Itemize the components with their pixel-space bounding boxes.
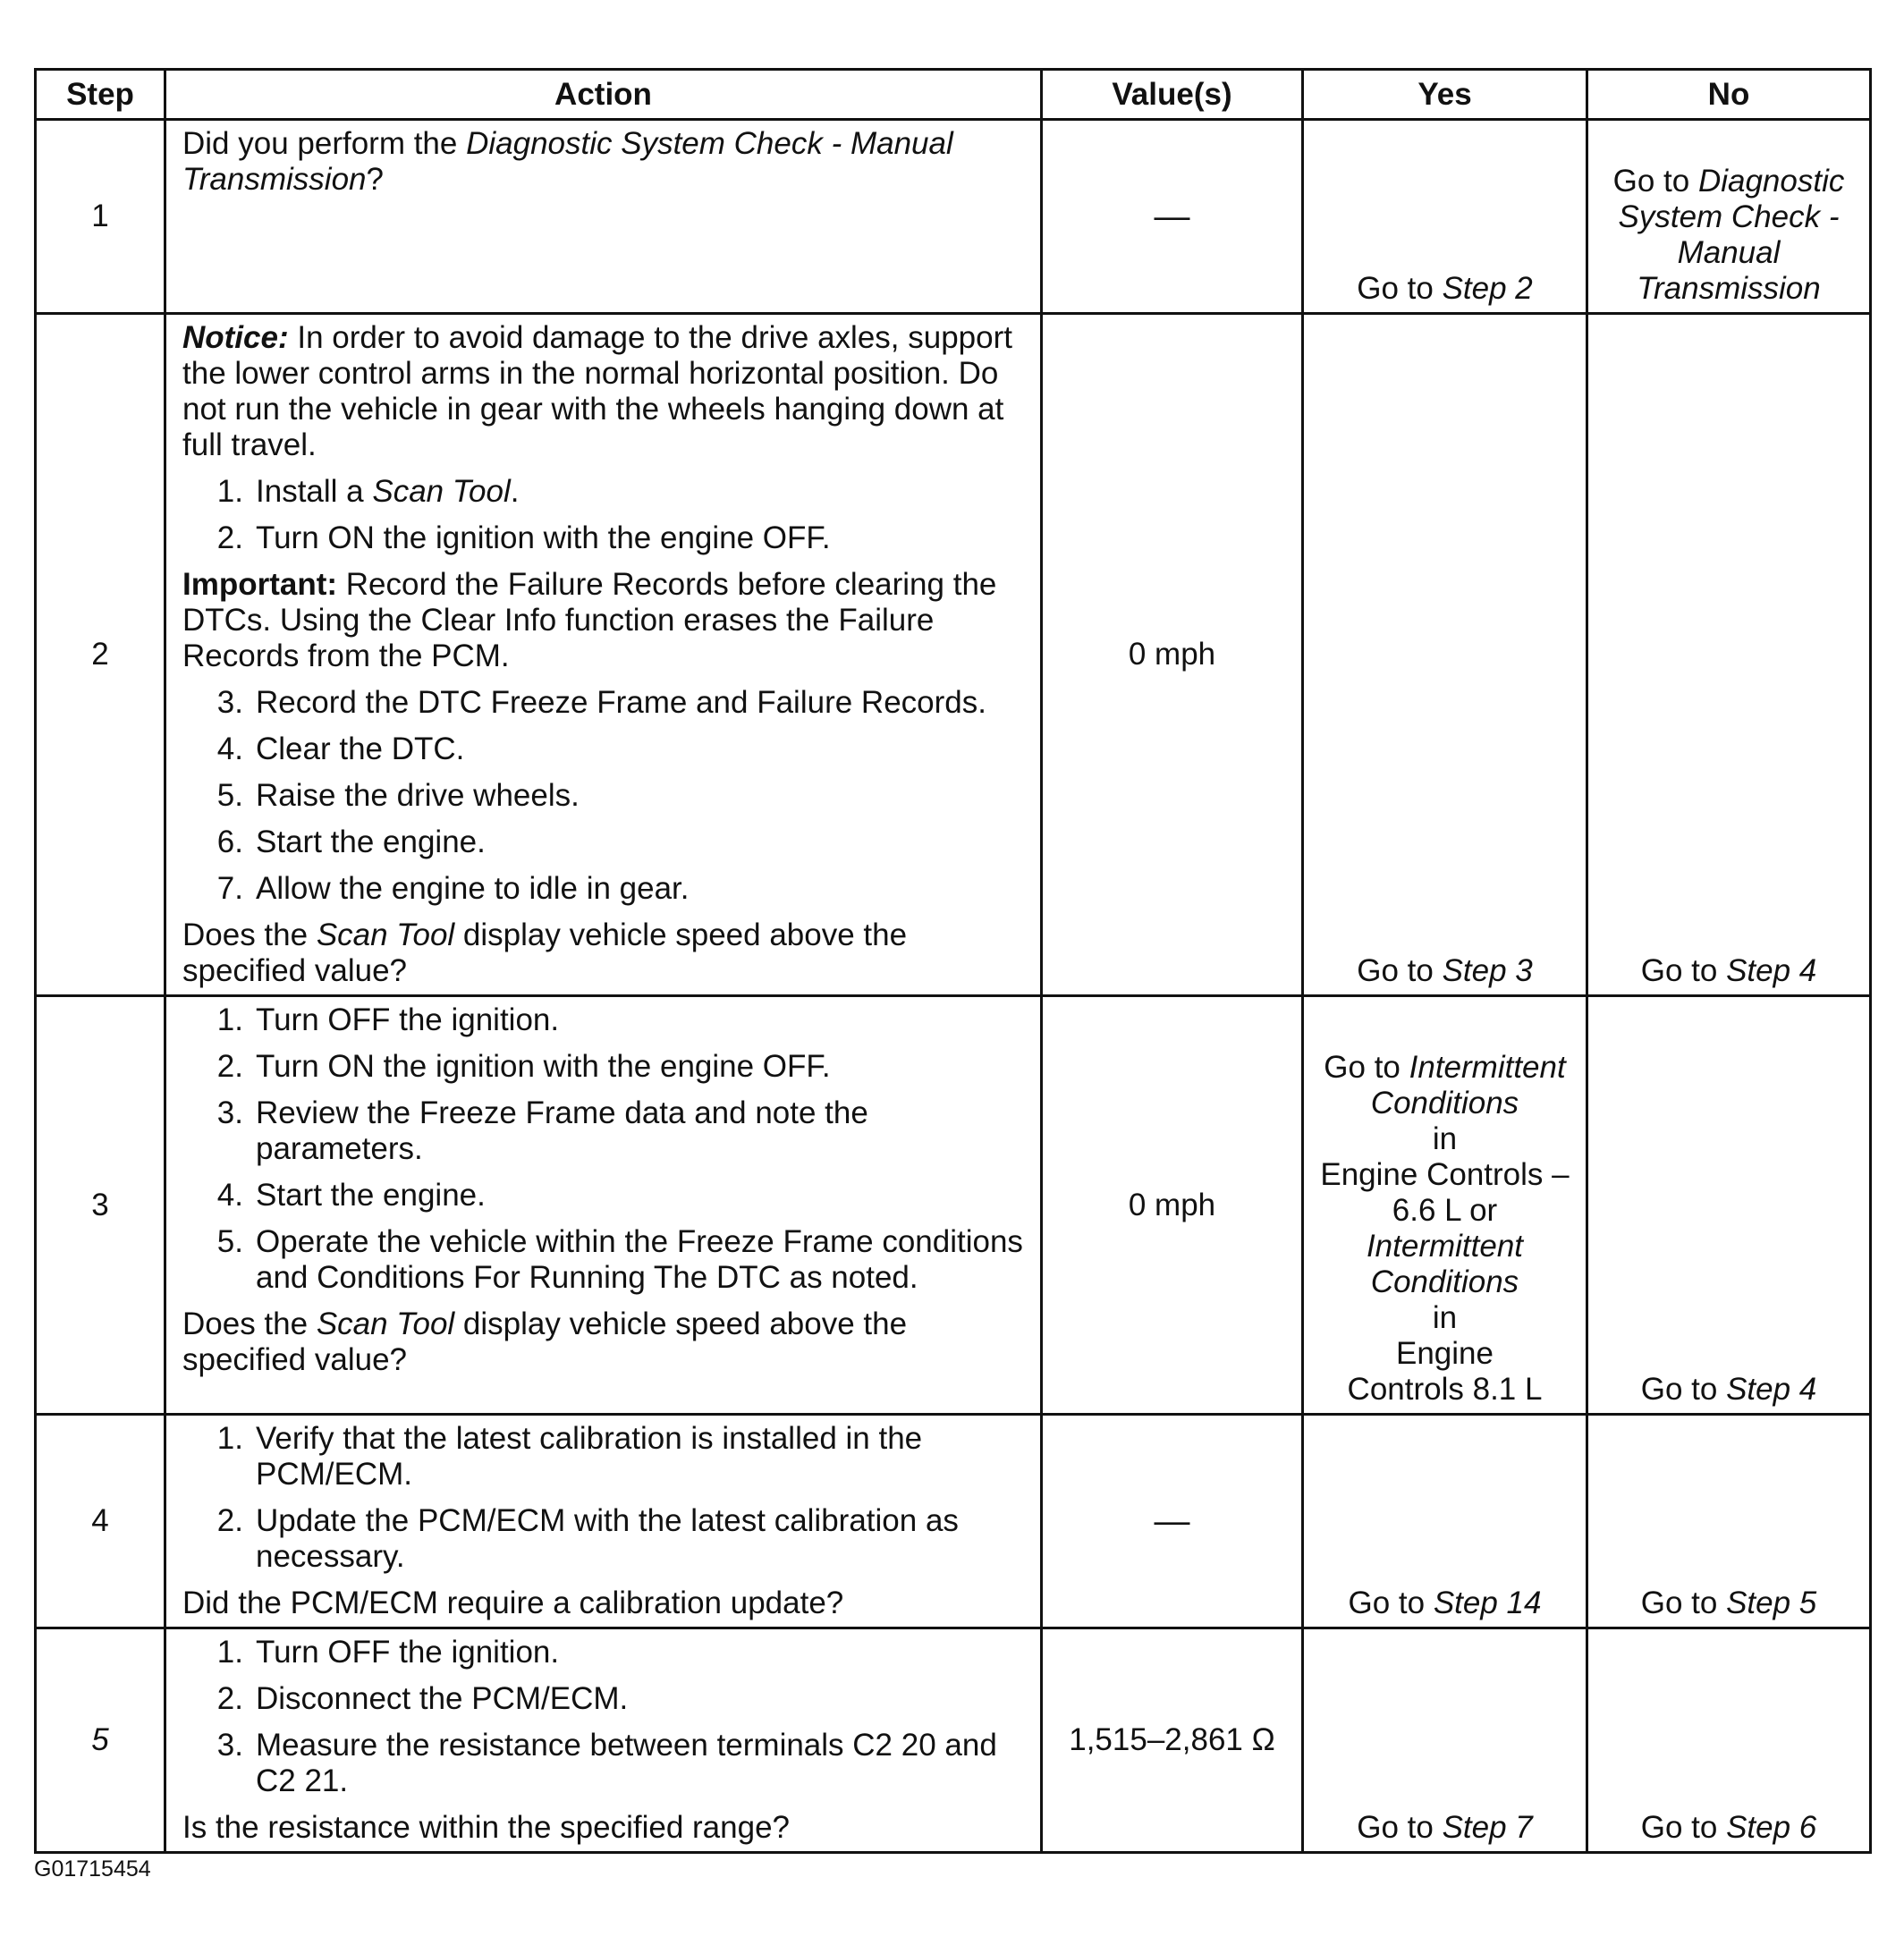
yes-line: 6.6 L or — [1392, 1193, 1498, 1228]
no-cell: Go to Step 4 — [1587, 996, 1871, 1415]
no-cell — [1587, 120, 1871, 314]
list-item: 2. Disconnect the PCM/ECM. — [216, 1681, 629, 1716]
yes-cell: Go to Step 7 — [1303, 1628, 1587, 1853]
action-cell — [165, 996, 1042, 1415]
question: Does the Scan Tool display vehicle speed above the specified value? — [182, 1307, 908, 1377]
header-row — [36, 70, 1871, 120]
action-cell — [165, 120, 1042, 314]
step-number: 3 — [36, 996, 165, 1415]
yes-cell — [1303, 996, 1587, 1415]
step-number: 2 — [36, 314, 165, 996]
no-line: Transmission — [1637, 271, 1821, 306]
no-line: Manual — [1677, 235, 1781, 270]
yes-line: Intermittent — [1366, 1229, 1524, 1264]
step-list — [182, 1635, 1028, 1799]
list-item: 1. Turn OFF the ignition. — [216, 1002, 560, 1037]
value-cell: 1,515–2,861 Ω — [1042, 1628, 1303, 1853]
header-action: Action — [165, 70, 1042, 120]
step-list — [182, 1421, 1028, 1575]
question: Did you perform the Diagnostic System Check - Manual Transmission? — [182, 126, 953, 197]
no-line: Go to Diagnostic — [1612, 164, 1845, 199]
question: Did the PCM/ECM require a calibration update? — [182, 1586, 844, 1620]
value-cell: — — [1042, 120, 1303, 314]
yes-cell: Go to Step 14 — [1303, 1415, 1587, 1628]
list-item: 2. Update the PCM/ECM with the latest calibration as necessary. — [216, 1503, 959, 1574]
table-row — [36, 314, 1871, 996]
list-item: 4. Start the engine. — [216, 1178, 486, 1213]
list-item: 3. Record the DTC Freeze Frame and Failure Records. — [216, 685, 986, 720]
action-cell — [165, 314, 1042, 996]
yes-cell: Go to Step 2 — [1303, 120, 1587, 314]
list-item: 1. Install a Scan Tool. — [216, 474, 520, 509]
header-values: Value(s) — [1042, 70, 1303, 120]
list-item: 7. Allow the engine to idle in gear. — [216, 871, 690, 906]
value-cell: — — [1042, 1415, 1303, 1628]
yes-line: in — [1432, 1121, 1458, 1156]
diagnostic-table — [34, 68, 1872, 1854]
table-row — [36, 996, 1871, 1415]
notice-paragraph: Notice: In order to avoid damage to the drive axles, support the lower control arms in the normal horizontal position. Do not run the vehicle in gear with the wheels hanging down at full travel. — [182, 320, 1012, 462]
table-row — [36, 1628, 1871, 1853]
action-cell — [165, 1415, 1042, 1628]
no-cell: Go to Step 6 — [1587, 1628, 1871, 1853]
list-item: 2. Turn ON the ignition with the engine OFF. — [216, 1049, 831, 1084]
header-yes: Yes — [1303, 70, 1587, 120]
yes-line: Conditions — [1370, 1264, 1519, 1299]
question: Is the resistance within the specified range? — [182, 1810, 790, 1845]
list-item: 1. Turn OFF the ignition. — [216, 1635, 560, 1670]
important-paragraph: Important: Record the Failure Records before clearing the DTCs. Using the Clear Info function erases the Failure Records from the PCM. — [182, 567, 997, 673]
step-number: 5 — [36, 1628, 165, 1853]
yes-line: Conditions — [1370, 1086, 1519, 1120]
step-list — [182, 474, 1028, 556]
yes-line: Go to Intermittent — [1324, 1050, 1566, 1085]
yes-line: Controls 8.1 L — [1347, 1372, 1543, 1407]
step-list — [182, 685, 1028, 907]
step-list — [182, 1002, 1028, 1296]
no-cell: Go to Step 4 — [1587, 314, 1871, 996]
list-item: 2. Turn ON the ignition with the engine OFF. — [216, 520, 831, 555]
step-number: 1 — [36, 120, 165, 314]
value-cell: 0 mph — [1042, 314, 1303, 996]
list-item: 5. Operate the vehicle within the Freeze Frame conditions and Conditions For Running The DTC as noted. — [216, 1224, 1023, 1295]
list-item: 4. Clear the DTC. — [216, 731, 465, 766]
no-line: System Check - — [1618, 199, 1840, 234]
step-number: 4 — [36, 1415, 165, 1628]
yes-line: Engine — [1396, 1336, 1494, 1371]
list-item: 6. Start the engine. — [216, 825, 486, 859]
question: Does the Scan Tool display vehicle speed above the specified value? — [182, 918, 908, 988]
table-row — [36, 120, 1871, 314]
no-cell: Go to Step 5 — [1587, 1415, 1871, 1628]
figure-id: G01715454 — [34, 1856, 151, 1882]
yes-cell: Go to Step 3 — [1303, 314, 1587, 996]
table-row — [36, 1415, 1871, 1628]
list-item: 3. Review the Freeze Frame data and note the parameters. — [216, 1095, 868, 1166]
list-item: 3. Measure the resistance between terminals C2 20 and C2 21. — [216, 1728, 997, 1798]
list-item: 5. Raise the drive wheels. — [216, 778, 580, 813]
header-step: Step — [36, 70, 165, 120]
value-cell: 0 mph — [1042, 996, 1303, 1415]
action-cell — [165, 1628, 1042, 1853]
yes-line: Engine Controls – — [1320, 1157, 1570, 1192]
list-item: 1. Verify that the latest calibration is installed in the PCM/ECM. — [216, 1421, 923, 1492]
header-no: No — [1587, 70, 1871, 120]
yes-line: in — [1432, 1300, 1458, 1335]
